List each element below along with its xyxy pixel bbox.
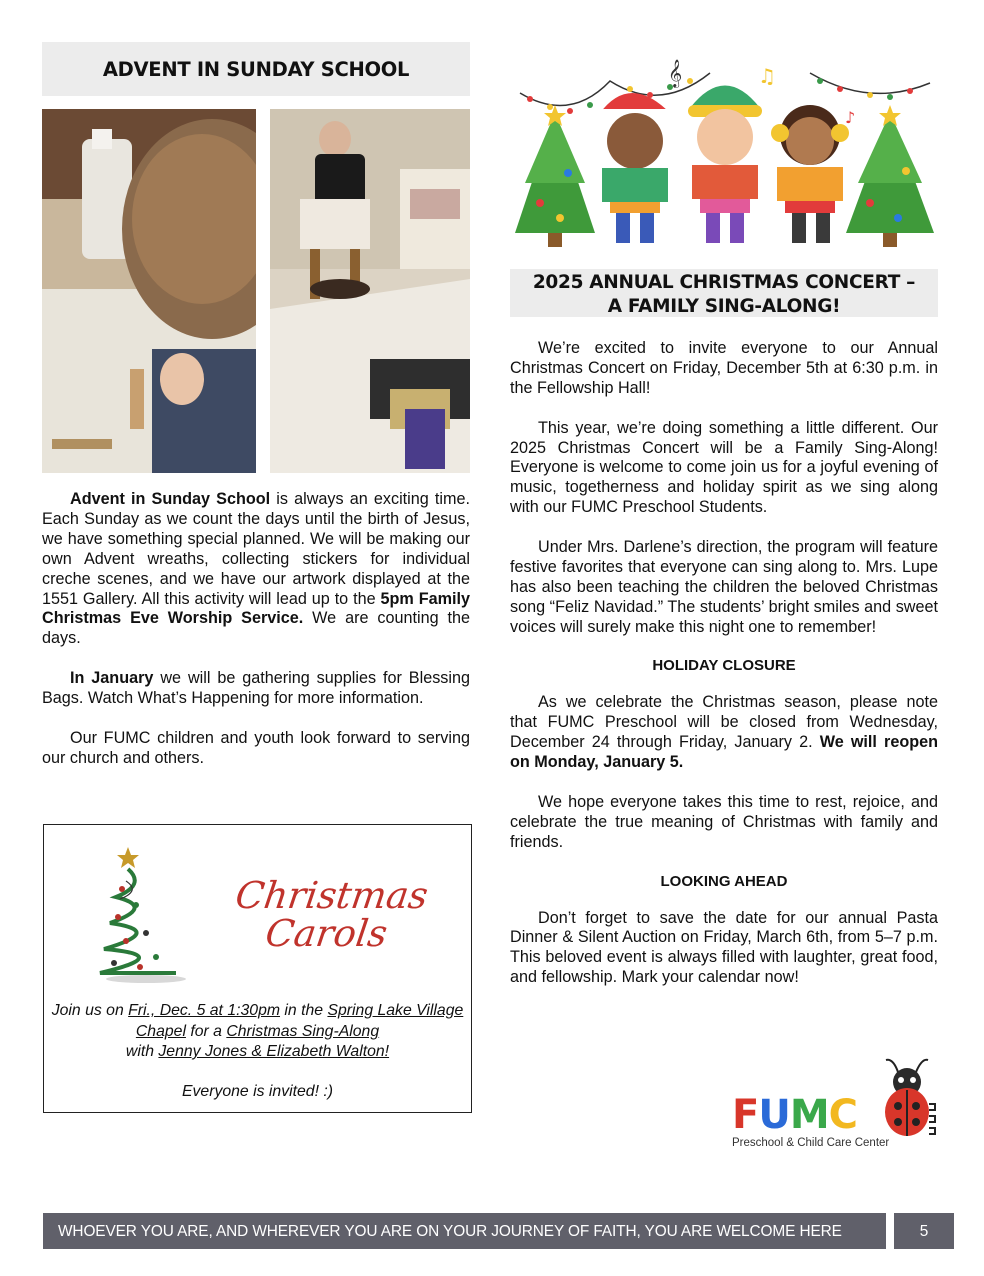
rest-rejoice-paragraph: We hope everyone takes this time to rest, rejoice, and celebrate the true meaning of Christmas with family and friends. [510,792,938,851]
advent-header: ADVENT IN SUNDAY SCHOOL [42,42,470,96]
fumc-logo-word: FUMC [732,1092,857,1138]
january-paragraph: In January we will be gathering supplies for Blessing Bags. Watch What’s Happening for more information. [42,669,470,708]
concert-invite-paragraph: We’re excited to invite everyone to our Annual Christmas Concert on Friday, December 5th at 6:30 p.m. in the Fellowship Hall! [510,339,938,397]
christmas-carols-box [43,824,472,1113]
page-number: 5 [894,1213,954,1249]
right-column [510,42,938,1008]
christmas-tree-notes-icon [96,845,196,985]
holiday-closure-paragraph: As we celebrate the Christmas season, please note that FUMC Preschool will be closed from Wednesday, December 24 through Friday, January 2. We will reopen on Monday, January 5. [510,693,938,772]
concert-program-paragraph: Under Mrs. Darlene’s direction, the program will feature festive favorites that everyone can sing along to. Mrs. Lupe has also been teaching the children the beloved Christmas song “Feliz Navidad.” The students’ bright smiles and sweet voices will surely make this night one to remember! [510,538,938,636]
sunday-school-photos [42,109,470,473]
ladybug-icon [885,1060,935,1136]
looking-ahead-title: LOOKING AHEAD [660,872,788,890]
photo-child-crafting [42,109,256,473]
carols-everyone-invited: Everyone is invited! :) [181,1082,333,1100]
christmas-carols-title: Christmas Carols [232,874,431,955]
concert-header: 2025 ANNUAL CHRISTMAS CONCERT – A FAMILY SING-ALONG! [510,269,938,317]
fumc-logo-tagline: Preschool & Child Care Center [732,1137,890,1149]
concert-singalong-paragraph: This year, we’re doing something a little different. Our 2025 Christmas Concert will be a Family Sing-Along! Everyone is welcome to come join us for a joyful evening of music, togetherness and holiday spirit as we sing along with our FUMC Preschool Students. [510,418,938,517]
left-column [42,42,470,789]
svg-text:♪: ♪ [845,108,856,127]
music-note-icon: ♫ [758,64,776,88]
advent-paragraph: Advent in Sunday School is always an exciting time. Each Sunday as we count the days until the birth of Jesus, we have something special planned. We will be making our own Advent wreaths, collecting stickers for individual creche scenes, and we have our artwork displayed at the 1551 Gallery. All this activity will lead up to the 5pm Family Christmas Eve Worship Service. We are counting the days. [42,490,471,648]
treble-clef-icon: 𝄞 [668,59,683,87]
footer-motto: WHOEVER YOU ARE, AND WHEREVER YOU ARE ON YOUR JOURNEY OF FAITH, YOU ARE WELCOME HERE [43,1213,886,1249]
photo-youth-drawing [270,109,470,473]
carols-invitation-text: Join us on Fri., Dec. 5 at 1:30pm in the Spring Lake Village Chapel for a Christmas Sing-Along with Jenny Jones & Elizabeth Walton! [51,1002,464,1060]
children-paragraph: Our FUMC children and youth look forward to serving our church and others. [42,728,470,767]
carols-details [44,1001,471,1102]
pasta-dinner-paragraph: Don’t forget to save the date for our annual Pasta Dinner & Silent Auction on Friday, March 6th, from 5–7 p.m. This beloved event is always filled with laughter, great food, and fellowship. Mark your calendar now! [510,908,938,987]
fumc-preschool-logo [728,1054,940,1150]
holiday-closure-title: HOLIDAY CLOSURE [652,657,796,675]
caroling-kids-illustration [510,53,938,249]
